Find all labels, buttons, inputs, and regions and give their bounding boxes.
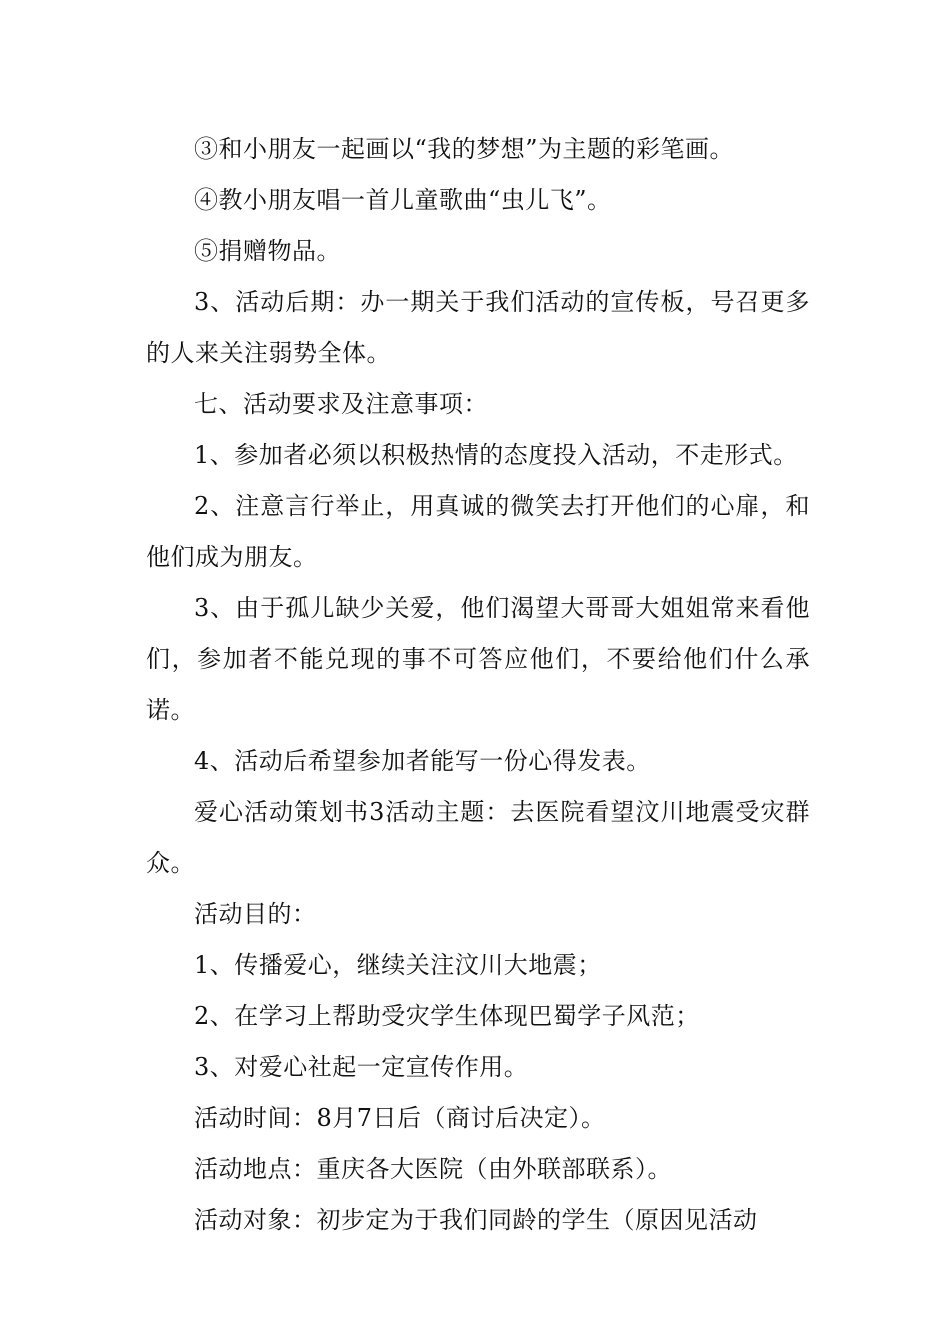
paragraph-activity-target: 活动对象：初步定为于我们同龄的学生（原因见活动 (194, 1206, 758, 1234)
paragraph-requirement-2: 2、注意言行举止，用真诚的微笑去打开他们的心扉，和他们成为朋友。 (146, 492, 810, 571)
section-heading-purpose: 活动目的： (194, 900, 317, 928)
paragraph-plan-3-theme: 爱心活动策划书3活动主题：去医院看望汶川地震受灾群众。 (146, 798, 810, 877)
paragraph-purpose-1: 1、传播爱心，继续关注汶川大地震； (194, 951, 602, 979)
paragraph-requirement-4: 4、活动后希望参加者能写一份心得发表。 (194, 747, 651, 775)
paragraph-purpose-2: 2、在学习上帮助受灾学生体现巴蜀学子风范； (194, 1002, 700, 1030)
section-heading-requirements: 七、活动要求及注意事项： (194, 390, 488, 418)
document-body (146, 124, 810, 1246)
paragraph-singing-activity: ④教小朋友唱一首儿童歌曲“虫儿飞”。 (194, 186, 612, 214)
paragraph-requirement-3: 3、由于孤儿缺少关爱，他们渴望大哥哥大姐姐常来看他们，参加者不能兑现的事不可答应他们，不要给他们什么承诺。 (146, 594, 810, 724)
paragraph-activity-time: 活动时间：8月7日后（商讨后决定）。 (194, 1104, 606, 1132)
paragraph-drawing-activity: ③和小朋友一起画以“我的梦想”为主题的彩笔画。 (194, 135, 735, 163)
paragraph-purpose-3: 3、对爱心社起一定宣传作用。 (194, 1053, 529, 1081)
paragraph-activity-location: 活动地点：重庆各大医院（由外联部联系）。 (194, 1155, 672, 1183)
paragraph-donation: ⑤捐赠物品。 (194, 237, 341, 265)
paragraph-post-activity: 3、活动后期：办一期关于我们活动的宣传板，号召更多的人来关注弱势全体。 (146, 288, 810, 367)
paragraph-requirement-1: 1、参加者必须以积极热情的态度投入活动，不走形式。 (194, 441, 798, 469)
